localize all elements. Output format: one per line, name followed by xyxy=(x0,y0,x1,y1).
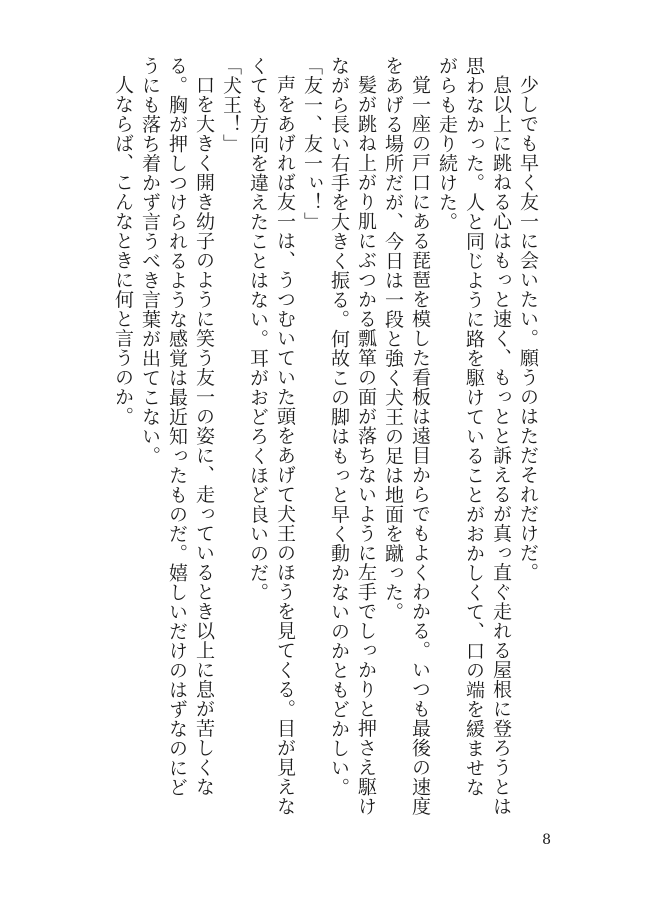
paragraph: 覚一座の戸口にある琵琶を模した看板は遠目からでもよくわかる。いつも最後の速度をあげる場所だが、今日は一段と強く犬王の足は地面を蹴った。 xyxy=(382,56,431,816)
page-number: 8 xyxy=(542,832,551,848)
vertical-text-body xyxy=(109,56,541,816)
paragraph: 声をあげれば友一は、うつむいていた頭をあげて犬王のほうを見てくる。目が見えなくても方向を違えたことはない。耳がおどろくほど良いのだ。 xyxy=(247,56,296,816)
paragraph: 口を大きく開き幼子のように笑う友一の姿に、走っているとき以上に息が苦しくなる。胸が押しつけられるような感覚は最近知ったものだ。嬉しいだけのはずなのにどうにも落ち着かず言うべき言葉が出てこない。 xyxy=(139,56,215,797)
dialogue-line: 「犬王！」 xyxy=(220,56,242,154)
paragraph: 少しでも早く友一に会いたい。願うのはただそれだけだ。 xyxy=(517,75,539,582)
dialogue-line: 「友一、友一ぃ！」 xyxy=(301,56,323,232)
paragraph: 髪が跳ね上がり肌にぶつかる瓢箪の面が落ちないように左手でしっかりと押さえ駆けながら長い右手を大きく振る。何故この脚はもっと早く動かないのかともどかしい。 xyxy=(328,56,377,816)
paragraph: 息以上に跳ねる心はもっと速く、もっとと訴えるが真っ直ぐ走れる屋根に登ろうとは思わなかった。人と同じように路を駆けていることがおかしくて、口の端を緩ませながらも走り続けた。 xyxy=(436,56,512,816)
paragraph: 人ならば、こんなときに何と言うのか。 xyxy=(112,75,134,426)
